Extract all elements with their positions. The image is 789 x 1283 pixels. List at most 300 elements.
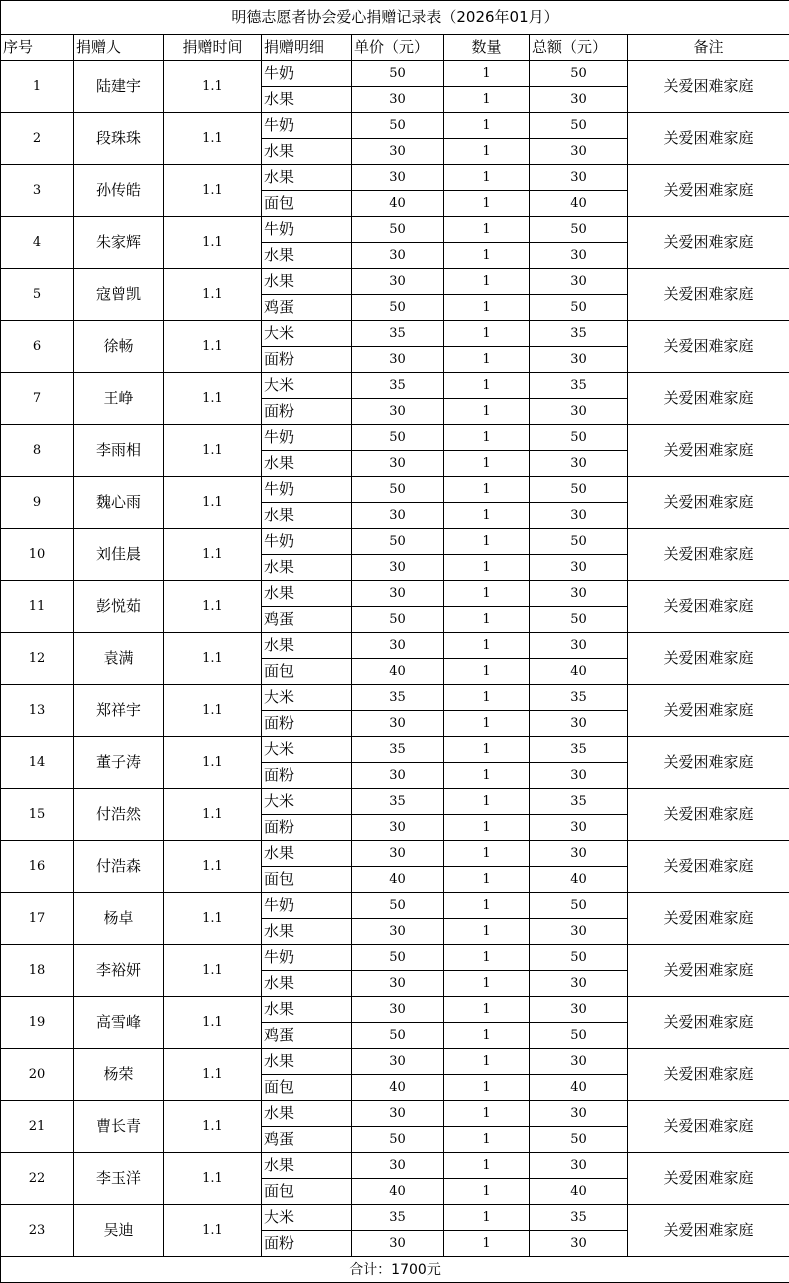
donor-name: 朱家辉: [74, 217, 164, 269]
item-total: 30: [530, 1153, 628, 1179]
table-row: [1, 1101, 789, 1127]
remark: 关爱困难家庭: [628, 997, 789, 1049]
table-row: [1, 61, 789, 87]
donor-name: 吴迪: [74, 1205, 164, 1257]
quantity: 1: [444, 659, 530, 685]
item-total: 30: [530, 503, 628, 529]
donation-time: 1.1: [164, 633, 262, 685]
quantity: 1: [444, 269, 530, 295]
item-name: 大米: [262, 737, 352, 763]
unit-price: 50: [352, 217, 444, 243]
unit-price: 30: [352, 971, 444, 997]
donor-name: 高雪峰: [74, 997, 164, 1049]
donor-name: 董子涛: [74, 737, 164, 789]
item-name: 水果: [262, 165, 352, 191]
unit-price: 50: [352, 295, 444, 321]
item-name: 水果: [262, 841, 352, 867]
quantity: 1: [444, 1127, 530, 1153]
unit-price: 35: [352, 685, 444, 711]
row-number: 5: [1, 269, 74, 321]
unit-price: 30: [352, 633, 444, 659]
row-number: 12: [1, 633, 74, 685]
header-no: 序号: [1, 35, 74, 61]
item-total: 50: [530, 1127, 628, 1153]
table-row: [1, 581, 789, 607]
item-name: 水果: [262, 451, 352, 477]
donation-time: 1.1: [164, 789, 262, 841]
item-total: 30: [530, 1231, 628, 1257]
remark: 关爱困难家庭: [628, 581, 789, 633]
unit-price: 30: [352, 997, 444, 1023]
quantity: 1: [444, 1231, 530, 1257]
donor-name: 杨卓: [74, 893, 164, 945]
item-total: 40: [530, 867, 628, 893]
item-name: 面粉: [262, 711, 352, 737]
donor-name: 魏心雨: [74, 477, 164, 529]
row-number: 14: [1, 737, 74, 789]
header-item: 捐赠明细: [262, 35, 352, 61]
row-number: 21: [1, 1101, 74, 1153]
item-name: 水果: [262, 503, 352, 529]
item-total: 35: [530, 789, 628, 815]
header-price: 单价（元）: [352, 35, 444, 61]
item-name: 面包: [262, 1179, 352, 1205]
table-row: [1, 841, 789, 867]
item-total: 30: [530, 269, 628, 295]
quantity: 1: [444, 373, 530, 399]
table-row: [1, 1153, 789, 1179]
donor-name: 彭悦茹: [74, 581, 164, 633]
donor-name: 孙传皓: [74, 165, 164, 217]
item-total: 50: [530, 61, 628, 87]
unit-price: 50: [352, 61, 444, 87]
unit-price: 30: [352, 399, 444, 425]
item-total: 35: [530, 321, 628, 347]
item-name: 面粉: [262, 1231, 352, 1257]
donor-name: 杨荣: [74, 1049, 164, 1101]
unit-price: 50: [352, 113, 444, 139]
unit-price: 35: [352, 789, 444, 815]
item-total: 50: [530, 607, 628, 633]
quantity: 1: [444, 633, 530, 659]
item-name: 牛奶: [262, 217, 352, 243]
item-name: 面粉: [262, 815, 352, 841]
donation-time: 1.1: [164, 893, 262, 945]
unit-price: 50: [352, 477, 444, 503]
row-number: 17: [1, 893, 74, 945]
unit-price: 30: [352, 269, 444, 295]
row-number: 4: [1, 217, 74, 269]
table-row: [1, 997, 789, 1023]
unit-price: 35: [352, 373, 444, 399]
item-name: 水果: [262, 1153, 352, 1179]
item-name: 鸡蛋: [262, 1023, 352, 1049]
item-total: 50: [530, 945, 628, 971]
quantity: 1: [444, 191, 530, 217]
unit-price: 40: [352, 867, 444, 893]
donation-time: 1.1: [164, 737, 262, 789]
table-row: [1, 477, 789, 503]
table-row: [1, 321, 789, 347]
donor-name: 徐畅: [74, 321, 164, 373]
quantity: 1: [444, 1205, 530, 1231]
quantity: 1: [444, 685, 530, 711]
unit-price: 30: [352, 763, 444, 789]
donation-time: 1.1: [164, 1153, 262, 1205]
quantity: 1: [444, 451, 530, 477]
unit-price: 35: [352, 737, 444, 763]
item-name: 牛奶: [262, 893, 352, 919]
remark: 关爱困难家庭: [628, 737, 789, 789]
item-name: 牛奶: [262, 529, 352, 555]
unit-price: 30: [352, 1153, 444, 1179]
item-name: 水果: [262, 139, 352, 165]
row-number: 13: [1, 685, 74, 737]
remark: 关爱困难家庭: [628, 321, 789, 373]
item-name: 水果: [262, 971, 352, 997]
quantity: 1: [444, 789, 530, 815]
row-number: 7: [1, 373, 74, 425]
quantity: 1: [444, 1049, 530, 1075]
sum-row: [1, 1257, 789, 1283]
item-name: 水果: [262, 87, 352, 113]
item-total: 40: [530, 1075, 628, 1101]
quantity: 1: [444, 347, 530, 373]
item-total: 50: [530, 893, 628, 919]
table-row: [1, 945, 789, 971]
remark: 关爱困难家庭: [628, 529, 789, 581]
row-number: 22: [1, 1153, 74, 1205]
remark: 关爱困难家庭: [628, 841, 789, 893]
row-number: 19: [1, 997, 74, 1049]
item-name: 面包: [262, 1075, 352, 1101]
unit-price: 50: [352, 1023, 444, 1049]
row-number: 6: [1, 321, 74, 373]
item-total: 50: [530, 113, 628, 139]
item-name: 水果: [262, 919, 352, 945]
remark: 关爱困难家庭: [628, 269, 789, 321]
unit-price: 35: [352, 1205, 444, 1231]
table-row: [1, 1205, 789, 1231]
item-total: 50: [530, 425, 628, 451]
item-name: 面粉: [262, 399, 352, 425]
row-number: 10: [1, 529, 74, 581]
row-number: 20: [1, 1049, 74, 1101]
donor-name: 王峥: [74, 373, 164, 425]
unit-price: 40: [352, 1179, 444, 1205]
quantity: 1: [444, 893, 530, 919]
item-total: 30: [530, 763, 628, 789]
quantity: 1: [444, 243, 530, 269]
table-row: [1, 373, 789, 399]
table-row: [1, 685, 789, 711]
quantity: 1: [444, 581, 530, 607]
item-name: 水果: [262, 633, 352, 659]
remark: 关爱困难家庭: [628, 685, 789, 737]
donation-time: 1.1: [164, 321, 262, 373]
item-total: 50: [530, 295, 628, 321]
item-total: 30: [530, 633, 628, 659]
remark: 关爱困难家庭: [628, 1153, 789, 1205]
item-total: 30: [530, 997, 628, 1023]
row-number: 9: [1, 477, 74, 529]
unit-price: 30: [352, 243, 444, 269]
item-total: 30: [530, 919, 628, 945]
item-name: 鸡蛋: [262, 1127, 352, 1153]
unit-price: 30: [352, 1231, 444, 1257]
unit-price: 50: [352, 529, 444, 555]
table-row: [1, 789, 789, 815]
row-number: 18: [1, 945, 74, 997]
unit-price: 40: [352, 191, 444, 217]
quantity: 1: [444, 971, 530, 997]
donation-time: 1.1: [164, 217, 262, 269]
donor-name: 付浩然: [74, 789, 164, 841]
quantity: 1: [444, 1179, 530, 1205]
unit-price: 50: [352, 425, 444, 451]
donor-name: 曹长青: [74, 1101, 164, 1153]
item-total: 30: [530, 1101, 628, 1127]
header-note: 备注: [628, 35, 789, 61]
unit-price: 30: [352, 139, 444, 165]
item-name: 鸡蛋: [262, 295, 352, 321]
unit-price: 30: [352, 581, 444, 607]
item-total: 30: [530, 243, 628, 269]
item-name: 面包: [262, 867, 352, 893]
item-name: 水果: [262, 1101, 352, 1127]
quantity: 1: [444, 1101, 530, 1127]
donation-time: 1.1: [164, 1049, 262, 1101]
item-name: 水果: [262, 269, 352, 295]
unit-price: 30: [352, 711, 444, 737]
donor-name: 刘佳晨: [74, 529, 164, 581]
unit-price: 30: [352, 815, 444, 841]
item-total: 30: [530, 399, 628, 425]
table-body: [1, 1, 789, 1257]
unit-price: 50: [352, 893, 444, 919]
row-number: 23: [1, 1205, 74, 1257]
quantity: 1: [444, 1075, 530, 1101]
item-total: 30: [530, 841, 628, 867]
item-total: 30: [530, 555, 628, 581]
unit-price: 30: [352, 1049, 444, 1075]
quantity: 1: [444, 867, 530, 893]
item-total: 30: [530, 451, 628, 477]
remark: 关爱困难家庭: [628, 61, 789, 113]
item-name: 大米: [262, 321, 352, 347]
unit-price: 40: [352, 659, 444, 685]
sum-cell: 合计：1700元: [1, 1257, 789, 1283]
remark: 关爱困难家庭: [628, 789, 789, 841]
quantity: 1: [444, 1023, 530, 1049]
item-name: 面包: [262, 659, 352, 685]
header-donor: 捐赠人: [74, 35, 164, 61]
item-name: 牛奶: [262, 113, 352, 139]
quantity: 1: [444, 165, 530, 191]
donation-time: 1.1: [164, 581, 262, 633]
item-total: 35: [530, 373, 628, 399]
donor-name: 李玉洋: [74, 1153, 164, 1205]
unit-price: 50: [352, 1127, 444, 1153]
item-total: 50: [530, 1023, 628, 1049]
unit-price: 30: [352, 503, 444, 529]
unit-price: 30: [352, 919, 444, 945]
donor-name: 陆建宇: [74, 61, 164, 113]
donation-time: 1.1: [164, 1101, 262, 1153]
donor-name: 郑祥宇: [74, 685, 164, 737]
quantity: 1: [444, 217, 530, 243]
donation-time: 1.1: [164, 1205, 262, 1257]
unit-price: 40: [352, 1075, 444, 1101]
unit-price: 30: [352, 555, 444, 581]
donation-time: 1.1: [164, 841, 262, 893]
item-name: 大米: [262, 789, 352, 815]
remark: 关爱困难家庭: [628, 893, 789, 945]
unit-price: 30: [352, 347, 444, 373]
remark: 关爱困难家庭: [628, 425, 789, 477]
item-name: 水果: [262, 243, 352, 269]
donor-name: 李裕妍: [74, 945, 164, 997]
remark: 关爱困难家庭: [628, 113, 789, 165]
remark: 关爱困难家庭: [628, 1049, 789, 1101]
row-number: 3: [1, 165, 74, 217]
table-title: 明德志愿者协会爱心捐赠记录表（2026年01月）: [1, 1, 789, 35]
remark: 关爱困难家庭: [628, 1101, 789, 1153]
item-total: 40: [530, 1179, 628, 1205]
donor-name: 段珠珠: [74, 113, 164, 165]
row-number: 8: [1, 425, 74, 477]
item-name: 大米: [262, 373, 352, 399]
table-row: [1, 425, 789, 451]
unit-price: 30: [352, 451, 444, 477]
unit-price: 50: [352, 945, 444, 971]
remark: 关爱困难家庭: [628, 477, 789, 529]
quantity: 1: [444, 607, 530, 633]
remark: 关爱困难家庭: [628, 945, 789, 997]
item-name: 水果: [262, 555, 352, 581]
item-total: 35: [530, 737, 628, 763]
item-name: 大米: [262, 1205, 352, 1231]
donation-time: 1.1: [164, 997, 262, 1049]
item-name: 鸡蛋: [262, 607, 352, 633]
item-total: 50: [530, 477, 628, 503]
item-total: 30: [530, 971, 628, 997]
donation-time: 1.1: [164, 529, 262, 581]
quantity: 1: [444, 61, 530, 87]
quantity: 1: [444, 997, 530, 1023]
item-name: 牛奶: [262, 61, 352, 87]
item-name: 水果: [262, 997, 352, 1023]
item-total: 30: [530, 139, 628, 165]
quantity: 1: [444, 139, 530, 165]
donation-time: 1.1: [164, 373, 262, 425]
donor-name: 寇曾凯: [74, 269, 164, 321]
donation-time: 1.1: [164, 61, 262, 113]
item-name: 面粉: [262, 347, 352, 373]
unit-price: 30: [352, 87, 444, 113]
quantity: 1: [444, 113, 530, 139]
item-name: 牛奶: [262, 425, 352, 451]
table-row: [1, 737, 789, 763]
quantity: 1: [444, 841, 530, 867]
item-total: 50: [530, 217, 628, 243]
table-row: [1, 165, 789, 191]
item-name: 水果: [262, 1049, 352, 1075]
remark: 关爱困难家庭: [628, 1205, 789, 1257]
item-name: 面粉: [262, 763, 352, 789]
table-row: [1, 217, 789, 243]
quantity: 1: [444, 477, 530, 503]
donor-name: 袁满: [74, 633, 164, 685]
table-row: [1, 893, 789, 919]
header-row: [1, 35, 789, 61]
quantity: 1: [444, 737, 530, 763]
donor-name: 李雨相: [74, 425, 164, 477]
item-total: 30: [530, 87, 628, 113]
quantity: 1: [444, 763, 530, 789]
item-name: 水果: [262, 581, 352, 607]
quantity: 1: [444, 503, 530, 529]
remark: 关爱困难家庭: [628, 373, 789, 425]
row-number: 15: [1, 789, 74, 841]
unit-price: 30: [352, 165, 444, 191]
donor-name: 付浩森: [74, 841, 164, 893]
table-row: [1, 269, 789, 295]
quantity: 1: [444, 815, 530, 841]
item-total: 40: [530, 191, 628, 217]
quantity: 1: [444, 1153, 530, 1179]
row-number: 11: [1, 581, 74, 633]
quantity: 1: [444, 425, 530, 451]
remark: 关爱困难家庭: [628, 165, 789, 217]
unit-price: 50: [352, 607, 444, 633]
item-total: 30: [530, 165, 628, 191]
item-total: 30: [530, 581, 628, 607]
quantity: 1: [444, 555, 530, 581]
quantity: 1: [444, 711, 530, 737]
unit-price: 30: [352, 1101, 444, 1127]
remark: 关爱困难家庭: [628, 217, 789, 269]
donation-time: 1.1: [164, 113, 262, 165]
row-number: 16: [1, 841, 74, 893]
item-total: 30: [530, 711, 628, 737]
item-total: 30: [530, 1049, 628, 1075]
item-total: 30: [530, 347, 628, 373]
donation-time: 1.1: [164, 165, 262, 217]
row-number: 2: [1, 113, 74, 165]
table-row: [1, 529, 789, 555]
table-row: [1, 1049, 789, 1075]
item-name: 牛奶: [262, 945, 352, 971]
donation-time: 1.1: [164, 945, 262, 997]
header-time: 捐赠时间: [164, 35, 262, 61]
item-total: 40: [530, 659, 628, 685]
row-number: 1: [1, 61, 74, 113]
unit-price: 30: [352, 841, 444, 867]
table-row: [1, 113, 789, 139]
item-total: 35: [530, 685, 628, 711]
quantity: 1: [444, 919, 530, 945]
quantity: 1: [444, 945, 530, 971]
remark: 关爱困难家庭: [628, 633, 789, 685]
header-qty: 数量: [444, 35, 530, 61]
item-total: 35: [530, 1205, 628, 1231]
quantity: 1: [444, 87, 530, 113]
item-name: 牛奶: [262, 477, 352, 503]
title-row: [1, 1, 789, 35]
quantity: 1: [444, 295, 530, 321]
donation-time: 1.1: [164, 685, 262, 737]
